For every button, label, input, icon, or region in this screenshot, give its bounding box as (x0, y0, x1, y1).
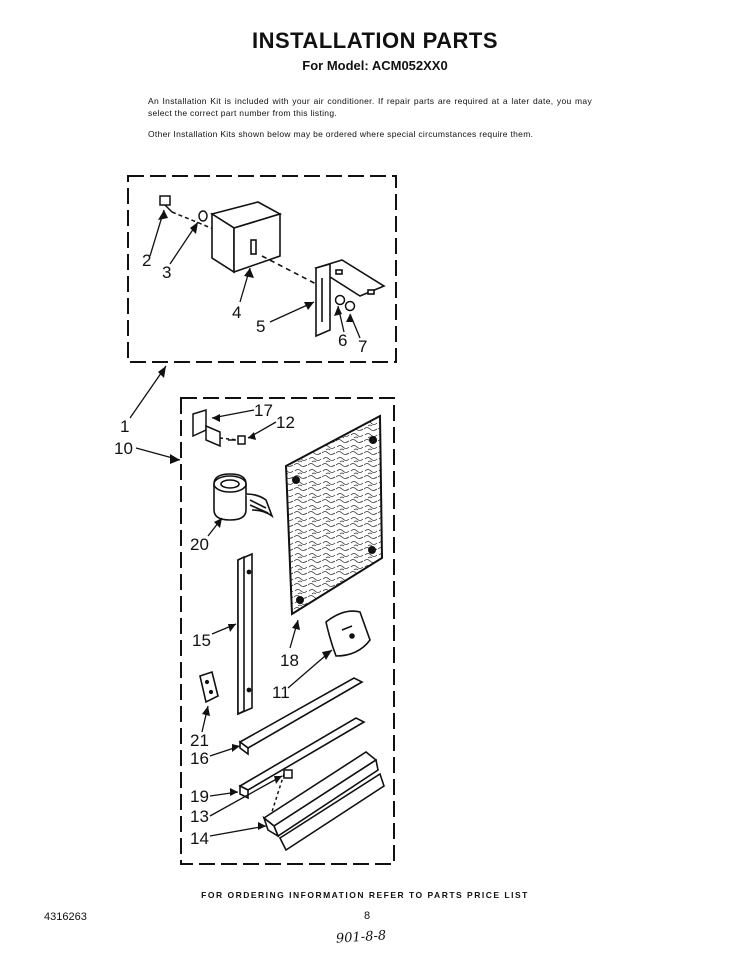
page-title: INSTALLATION PARTS (251, 28, 499, 53)
clip-part-11 (326, 611, 370, 656)
callout-19: 19 (190, 787, 209, 806)
bar-part-16 (240, 678, 362, 754)
intro-paragraph-1: An Installation Kit is included with your air conditioner. If repair parts are required at a later date, you may select the correct part number from this listing. (148, 96, 592, 118)
nut-part-7 (346, 302, 355, 311)
callout-20: 20 (190, 535, 209, 554)
handwritten-note: 901-8-8 (335, 928, 387, 947)
callout-4: 4 (232, 303, 242, 322)
callout-18: 18 (280, 651, 299, 670)
callout-17: 17 (254, 401, 273, 420)
callout-14: 14 (190, 829, 209, 848)
strip-part-15 (238, 554, 252, 714)
callout-11: 11 (272, 683, 290, 702)
callout-12: 12 (276, 413, 295, 432)
foam-panel-part-18 (286, 416, 382, 614)
intro-paragraph-2: Other Installation Kits shown below may be ordered where special circumstances require them. (148, 129, 534, 139)
model-subtitle: For Model: ACM052XX0 (302, 58, 448, 73)
callout-2: 2 (142, 251, 152, 270)
callout-10: 10 (114, 439, 133, 458)
callout-5: 5 (256, 317, 266, 336)
tape-roll-part-20 (214, 474, 272, 520)
screw-part-12 (228, 436, 245, 444)
washer-part-6 (336, 296, 345, 305)
callout-16: 16 (190, 749, 209, 768)
screw-part-2 (160, 196, 216, 230)
callout-13: 13 (190, 807, 209, 826)
l-bracket-part-5 (316, 260, 384, 336)
callout-7: 7 (358, 337, 368, 356)
callout-3: 3 (162, 263, 172, 282)
callout-1: 1 (120, 417, 130, 436)
callout-15: 15 (192, 631, 211, 650)
washer-part-3 (199, 211, 207, 221)
block-part-21 (200, 672, 218, 702)
page-number: 8 (364, 910, 371, 922)
ordering-footer: FOR ORDERING INFORMATION REFER TO PARTS PRICE LIST (201, 890, 529, 900)
callout-21: 21 (190, 731, 209, 750)
document-number: 4316263 (44, 911, 87, 923)
bracket-part-4 (212, 202, 320, 286)
callout-6: 6 (338, 331, 348, 350)
